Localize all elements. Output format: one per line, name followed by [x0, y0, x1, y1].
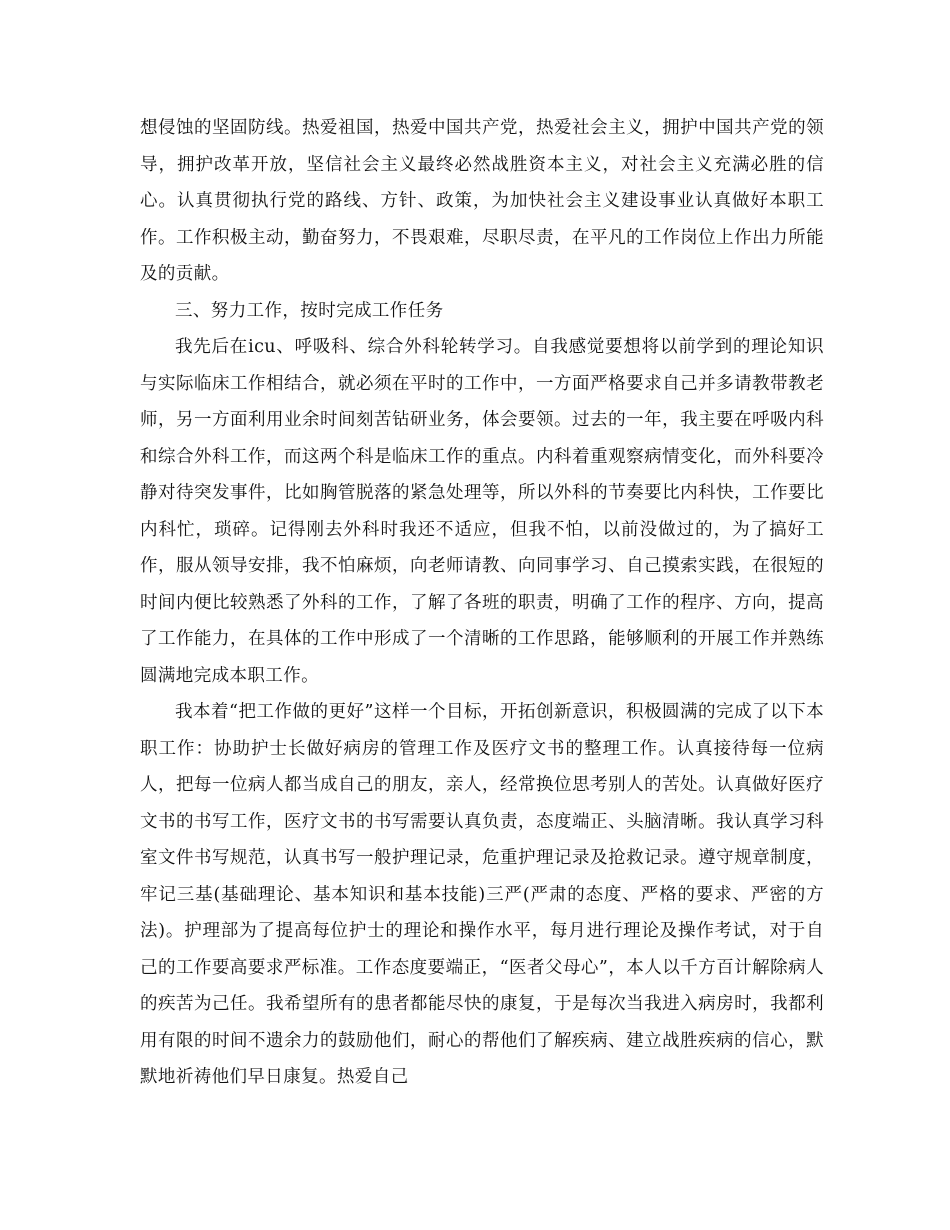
paragraph-3: 我本着“把工作做的更好”这样一个目标，开拓创新意识，积极圆满的完成了以下本职工作：协助护士长做好病房的管理工作及医疗文书的整理工作。认真接待每一位病人，把每一位病人都当成自己的朋友，亲人，经常换位思考别人的苦处。认真做好医疗文书的书写工作，医疗文书的书写需要认真负责，态度端正、头脑清晰。我认真学习科室文件书写规范，认真书写一般护理记录，危重护理记录及抢救记录。遵守规章制度，牢记三基(基础理论、基本知识和基本技能)三严(严肃的态度、严格的要求、严密的方法)。护理部为了提高每位护士的理论和操作水平，每月进行理论及操作考试，对于自己的工作要高要求严标准。工作态度要端正，“医者父母心”，本人以千方百计解除病人的疾苦为己任。我希望所有的患者都能尽快的康复，于是每次当我进入病房时，我都利用有限的时间不遗余力的鼓励他们，耐心的帮他们了解疾病、建立战胜疾病的信心，默默地祈祷他们早日康复。热爱自己 — [140, 702, 824, 1087]
paragraph-2: 我先后在icu、呼吸科、综合外科轮转学习。自我感觉要想将以前学到的理论知识与实际临床工作相结合，就必须在平时的工作中，一方面严格要求自己并多请教带教老师，另一方面利用业余时间刻苦钻研业务，体会要领。过去的一年，我主要在呼吸内科和综合外科工作，而这两个科是临床工作的重点。内科着重观察病情变化，而外科要冷静对待突发事件，比如胸管脱落的紧急处理等，所以外科的节奏要比内科快，工作要比内科忙，琐碎。记得刚去外科时我还不适应，但我不怕，以前没做过的，为了搞好工作，服从领导安排，我不怕麻烦，向老师请教、向同事学习、自己摸索实践，在很短的时间内便比较熟悉了外科的工作，了解了各班的职责，明确了工作的程序、方向，提高了工作能力，在具体的工作中形成了一个清晰的工作思路，能够顺利的开展工作并熟练圆满地完成本职工作。 — [140, 337, 824, 686]
section-heading-3: 三、努力工作，按时完成工作任务 — [175, 300, 444, 321]
paragraph-1: 想侵蚀的坚固防线。热爱祖国，热爱中国共产党，热爱社会主义，拥护中国共产党的领导，拥护改革开放，坚信社会主义最终必然战胜资本主义，对社会主义充满必胜的信心。认真贯彻执行党的路线、方针、政策，为加快社会主义建设事业认真做好本职工作。工作积极主动，勤奋努力，不畏艰难，尽职尽责，在平凡的工作岗位上作出力所能及的贡献。 — [140, 118, 824, 284]
document-body — [140, 110, 824, 1096]
